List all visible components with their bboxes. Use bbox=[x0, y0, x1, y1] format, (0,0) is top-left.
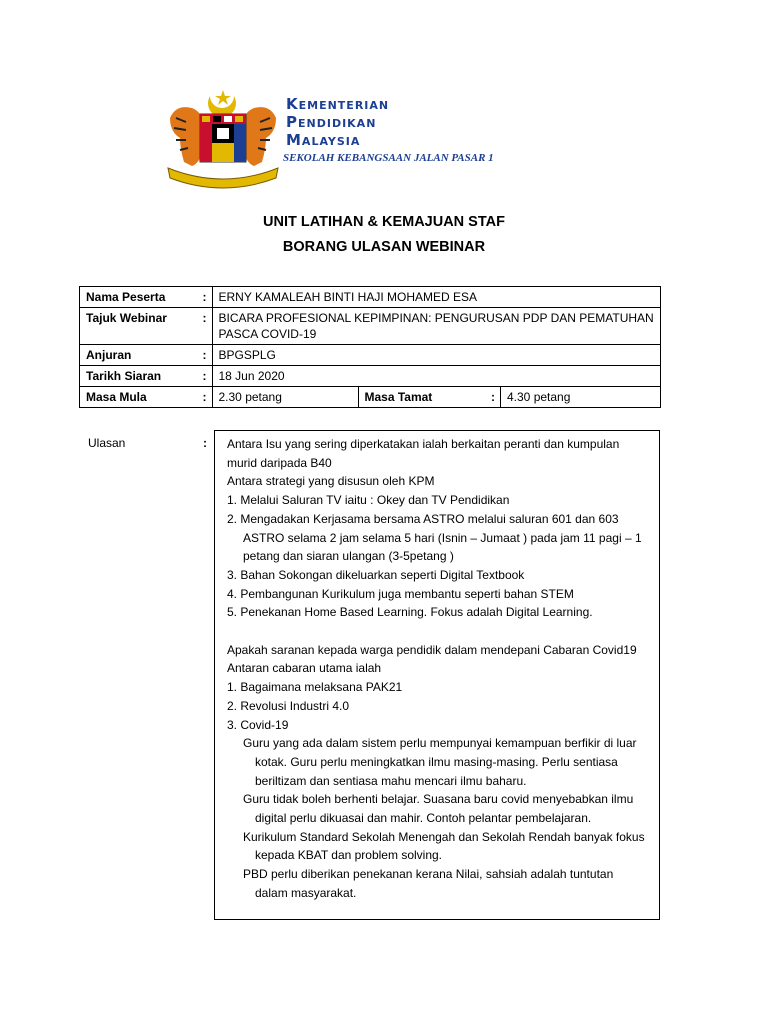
table-row bbox=[80, 387, 661, 408]
colon: : bbox=[203, 436, 207, 450]
challenge-item: 2. Revolusi Industri 4.0 bbox=[227, 698, 350, 713]
review-paragraph: Antara Isu yang sering diperkatakan ialah berkaitan peranti dan kumpulan murid daripada B40 bbox=[227, 437, 620, 470]
strategy-item: 5. Penekanan Home Based Learning. Fokus adalah Digital Learning. bbox=[227, 605, 593, 620]
tarikh-value: 18 Jun 2020 bbox=[212, 366, 661, 387]
ulasan-text-box bbox=[214, 430, 660, 920]
tamat-label: Masa Tamat bbox=[358, 387, 486, 408]
detail-paragraph: Guru yang ada dalam sistem perlu mempunyai kemampuan berfikir di luar kotak. Guru perlu meningkatkan ilmu masing-masing. Perlu sentiasa beriltizam dan sentiasa mahu mencari ilmu baharu. bbox=[243, 736, 637, 788]
tarikh-label: Tarikh Siaran bbox=[80, 366, 198, 387]
form-title: BORANG ULASAN WEBINAR bbox=[282, 239, 486, 255]
anjuran-value: BPGSPLG bbox=[212, 345, 661, 366]
mula-label: Masa Mula bbox=[80, 387, 198, 408]
ministry-line-2: Pendidikan bbox=[286, 113, 377, 131]
detail-paragraph: Kurikulum Standard Sekolah Menengah dan Sekolah Rendah banyak fokus kepada KBAT dan problem solving. bbox=[243, 829, 645, 863]
review-paragraph: Apakah saranan kepada warga pendidik dalam mendepani Cabaran Covid19 bbox=[227, 642, 637, 657]
challenge-item: 1. Bagaimana melaksana PAK21 bbox=[227, 680, 403, 695]
table-row bbox=[80, 287, 661, 308]
mula-value: 2.30 petang bbox=[212, 387, 358, 408]
review-paragraph: Antaran cabaran utama ialah bbox=[227, 661, 382, 676]
coat-of-arms-logo bbox=[162, 88, 284, 192]
review-paragraph: Antara strategi yang disusun oleh KPM bbox=[227, 474, 435, 489]
table-row bbox=[80, 366, 661, 387]
anjuran-label: Anjuran bbox=[80, 345, 198, 366]
tajuk-label: Tajuk Webinar bbox=[80, 308, 198, 345]
detail-paragraph: PBD perlu diberikan penekanan kerana Nilai, sahsiah adalah tuntutan dalam masyarakat. bbox=[243, 867, 614, 900]
tamat-value: 4.30 petang bbox=[501, 387, 661, 408]
spacer bbox=[227, 622, 649, 641]
strategy-item: 1. Melalui Saluran TV iaitu : Okey dan TV Pendidikan bbox=[227, 493, 510, 508]
nama-label: Nama Peserta bbox=[80, 287, 198, 308]
strategy-item: 3. Bahan Sokongan dikeluarkan seperti Digital Textbook bbox=[227, 567, 525, 582]
colon: : bbox=[198, 345, 213, 366]
ministry-name bbox=[286, 95, 389, 149]
unit-title: UNIT LATIHAN & KEMAJUAN STAF bbox=[263, 214, 505, 230]
colon: : bbox=[198, 387, 213, 408]
challenge-item: 3. Covid-19 bbox=[227, 717, 289, 732]
colon: : bbox=[486, 387, 501, 408]
info-table bbox=[79, 286, 661, 408]
nama-value: ERNY KAMALEAH BINTI HAJI MOHAMED ESA bbox=[212, 287, 661, 308]
tajuk-value: BICARA PROFESIONAL KEPIMPINAN: PENGURUSAN PDP DAN PEMATUHAN PASCA COVID-19 bbox=[212, 308, 661, 345]
colon: : bbox=[198, 366, 213, 387]
detail-paragraph: Guru tidak boleh berhenti belajar. Suasana baru covid menyebabkan ilmu digital perlu dikuasai dan mahir. Contoh pelantar pembelajaran. bbox=[243, 792, 634, 826]
ministry-line-1: Kementerian bbox=[286, 95, 390, 113]
colon: : bbox=[198, 308, 213, 345]
strategy-item: 4. Pembangunan Kurikulum juga membantu seperti bahan STEM bbox=[227, 586, 574, 601]
ministry-line-3: Malaysia bbox=[286, 131, 361, 149]
strategy-item: 2. Mengadakan Kerjasama bersama ASTRO melalui saluran 601 dan 603 ASTRO selama 2 jam selama 5 hari (Isnin – Jumaat ) pada jam 11 pagi – 1 petang dan siaran ulangan (3-5petang ) bbox=[227, 511, 642, 564]
school-name: SEKOLAH KEBANGSAAN JALAN PASAR 1 bbox=[283, 152, 494, 164]
table-row bbox=[80, 308, 661, 345]
colon: : bbox=[198, 287, 213, 308]
table-row bbox=[80, 345, 661, 366]
ulasan-label: Ulasan bbox=[88, 436, 126, 450]
